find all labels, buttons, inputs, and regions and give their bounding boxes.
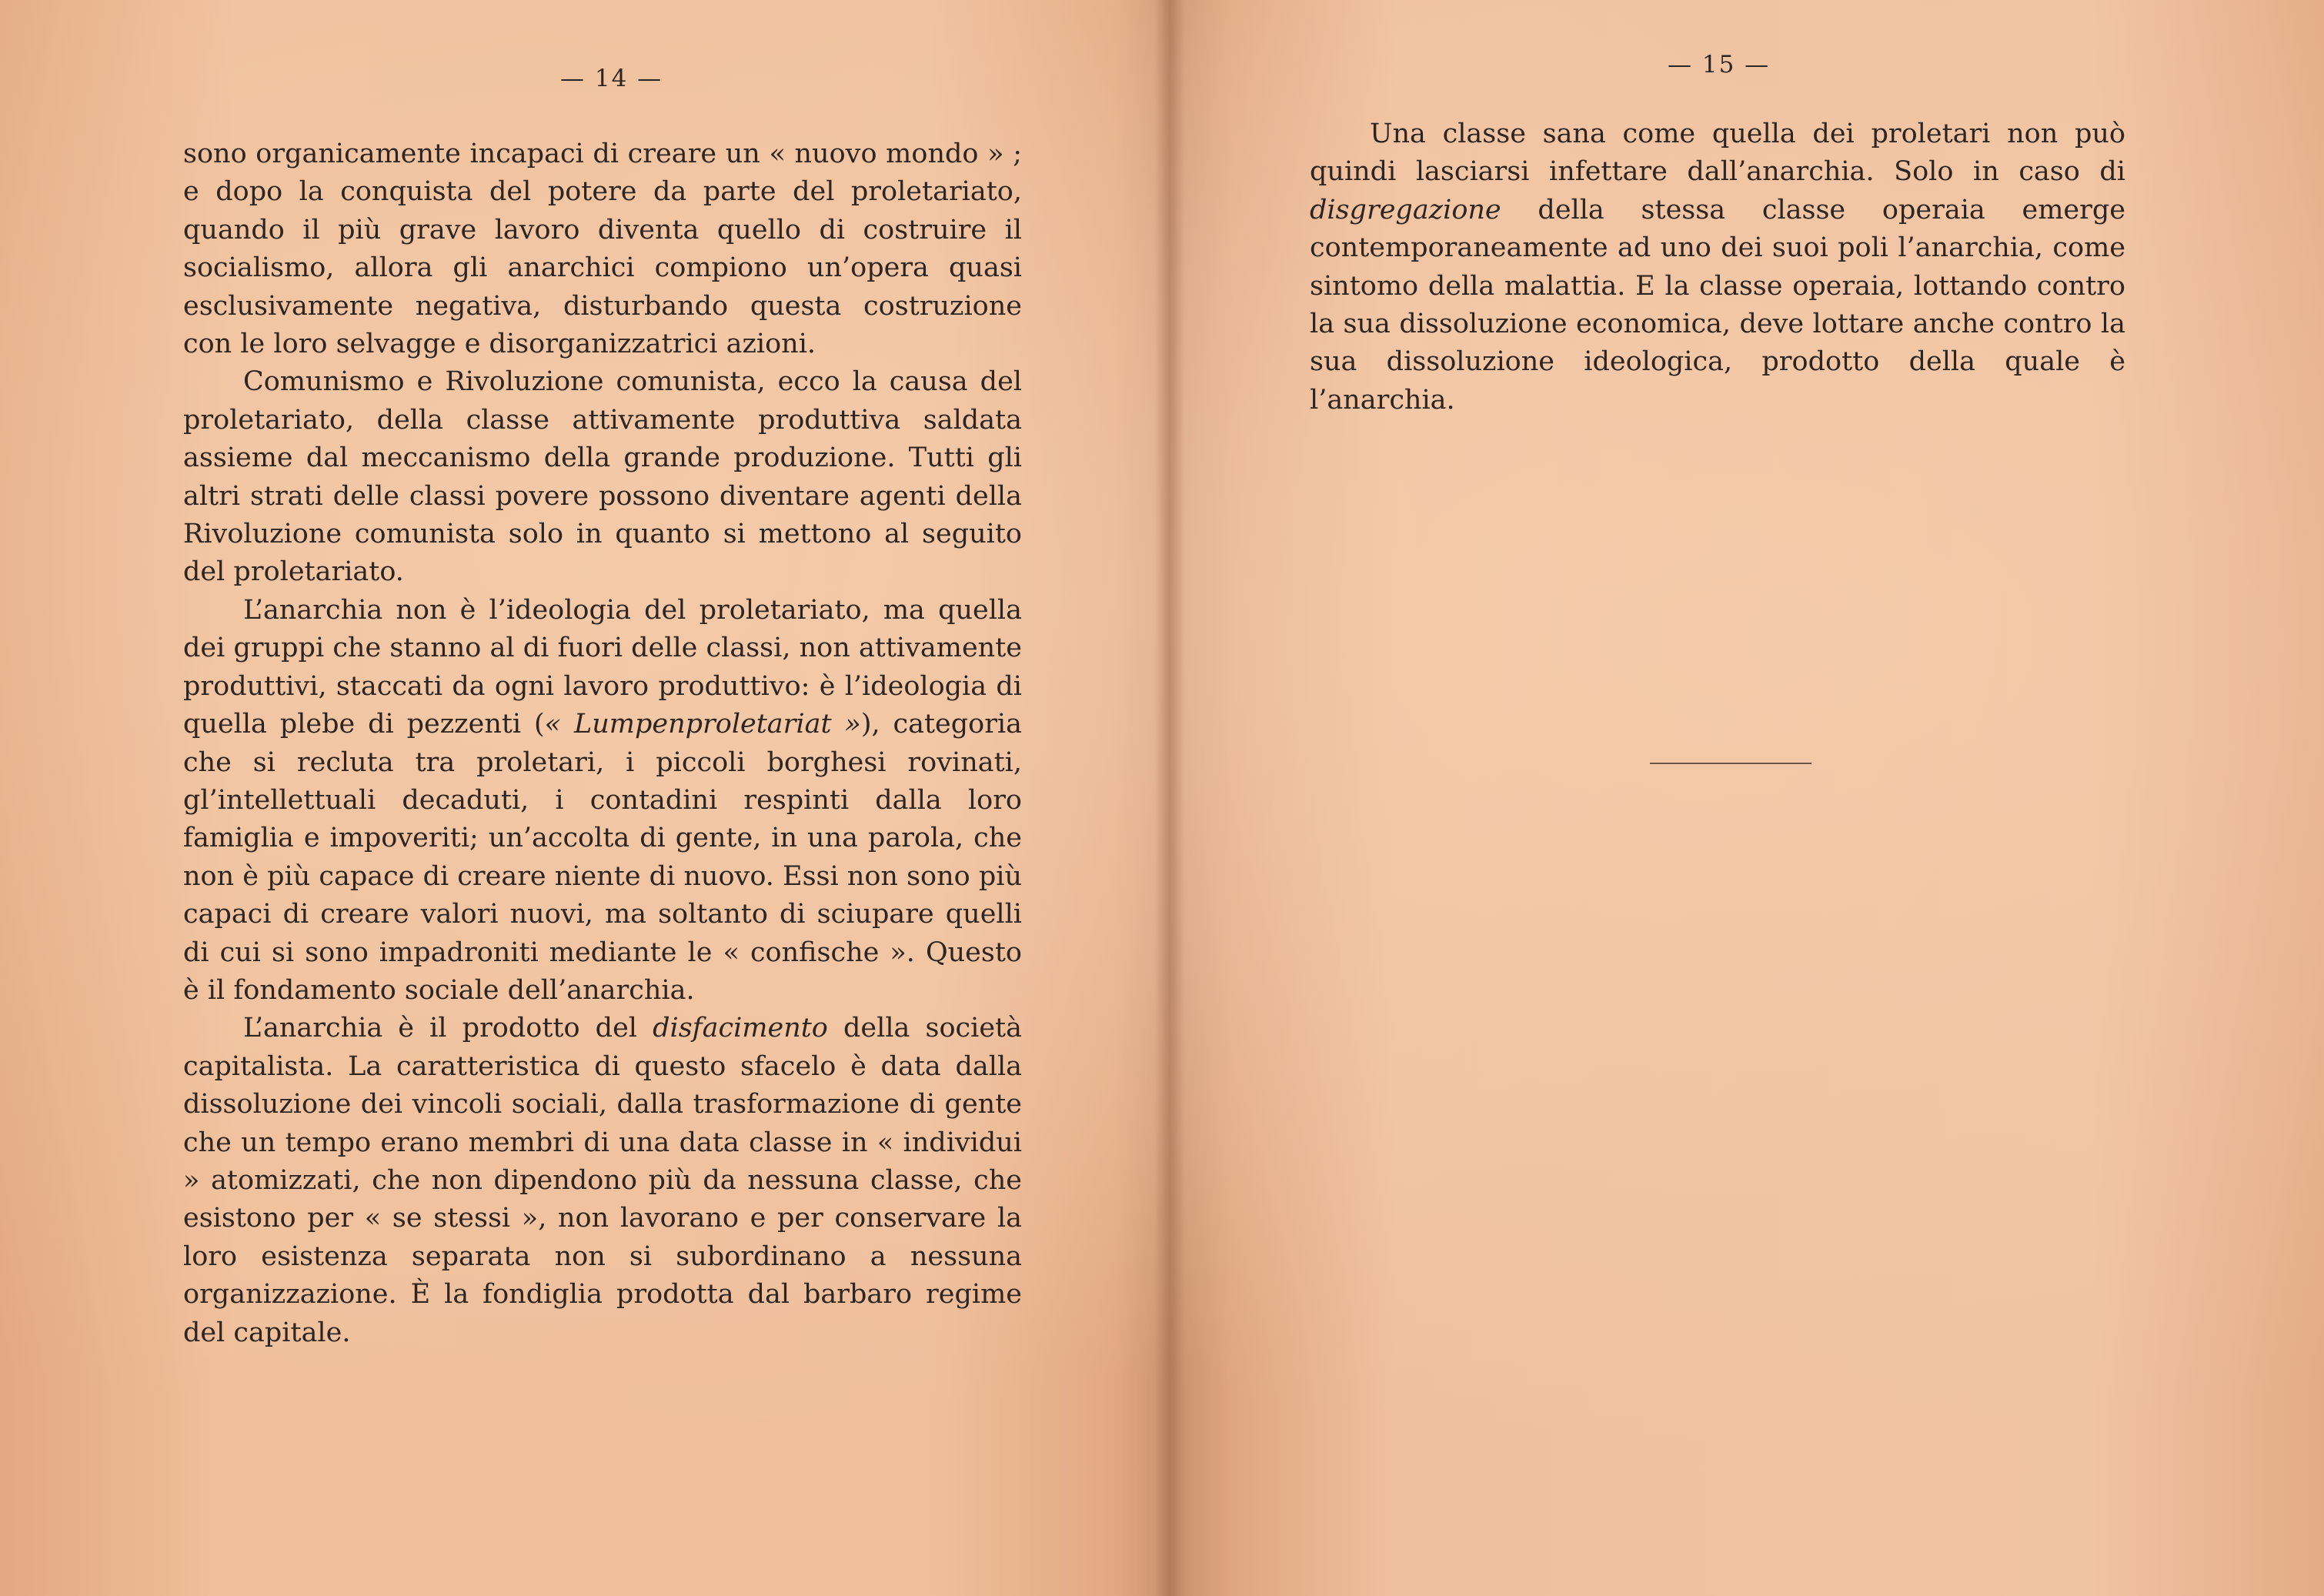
paragraph: [183, 1010, 1022, 1352]
text-run: ), categoria che si recluta tra proletari, i piccoli borghesi rovinati, gl’intellettuali decaduti, i contadini respinti dalla loro famiglia e impoveriti; un’accolta di gente, in una parola, che non è più capace di creare niente di nuovo. Essi non sono più capaci di creare valori nuovi, ma soltanto di sciupare quelli di cui si sono impadroniti mediante le « confische ». Questo è il fondamento sociale dell’anarchia.: [183, 709, 1023, 1006]
end-rule: [1650, 763, 1811, 764]
paragraph: [183, 592, 1022, 1010]
left-page: [0, 0, 1158, 1596]
paragraph: [183, 363, 1022, 591]
text-run: Una classe sana come quella dei proletari non può quindi lasciarsi infettare dall’anarchia. Solo in caso di: [1310, 119, 2125, 188]
page-number-left: — 14 —: [560, 65, 663, 92]
italic-text: disgregazione: [1310, 194, 1501, 225]
text-run: della stessa classe operaia emerge contemporaneamente ad uno dei suoi poli l’anarchia, come sintomo della malattia. E la classe operaia, lottando contro la sua dissoluzione economica, deve lottare anche contro la sua dissoluzione ideologica, prodotto della quale è l’anarchia.: [1310, 194, 2125, 416]
italic-text: « Lumpenproletariat »: [544, 709, 861, 740]
text-run: L’anarchia non è l’ideologia del proletariato, ma quella dei gruppi che stanno al di fuori delle classi, non attivamente produttivi, staccati da ogni lavoro produttivo: è l’ideologia di quella plebe di pezzenti (: [183, 594, 1022, 740]
text-run: della società capitalista. La caratteristica di questo sfacelo è data dalla dissoluzione dei vincoli sociali, dalla trasformazione di gente che un tempo erano membri di una data classe in « individui » atomizzati, che non dipendono più da nessuna classe, che esistono per « se stessi », non lavorano e per conservare la loro esistenza separata non si subordinano a nessuna organizzazione. È la fondiglia prodotta dal barbaro regime del capitale.: [183, 1013, 1022, 1348]
left-page-text: [183, 135, 1022, 1352]
paragraph: [1310, 115, 2125, 419]
italic-text: disfacimento: [653, 1013, 828, 1044]
right-page: [1177, 0, 2324, 1596]
page-number-right: — 15 —: [1668, 51, 1771, 78]
paragraph: [183, 135, 1022, 363]
text-run: L’anarchia è il prodotto del: [243, 1013, 653, 1044]
text-run: sono organicamente incapaci di creare un « nuovo mondo » ; e dopo la conquista del potere da parte del proletariato, quando il più grave lavoro diventa quello di costruire il socialismo, allora gli anarchici compiono un’opera quasi esclusivamente negativa, disturbando questa costruzione con le loro selvagge e disorganizzatrici azioni.: [183, 139, 1022, 360]
text-run: Comunismo e Rivoluzione comunista, ecco la causa del proletariato, della classe attivamente produttiva saldata assieme dal meccanismo della grande produzione. Tutti gli altri strati delle classi povere possono diventare agenti della Rivoluzione comunista solo in quanto si mettono al seguito del proletariato.: [183, 366, 1022, 588]
right-page-text: [1310, 115, 2125, 419]
